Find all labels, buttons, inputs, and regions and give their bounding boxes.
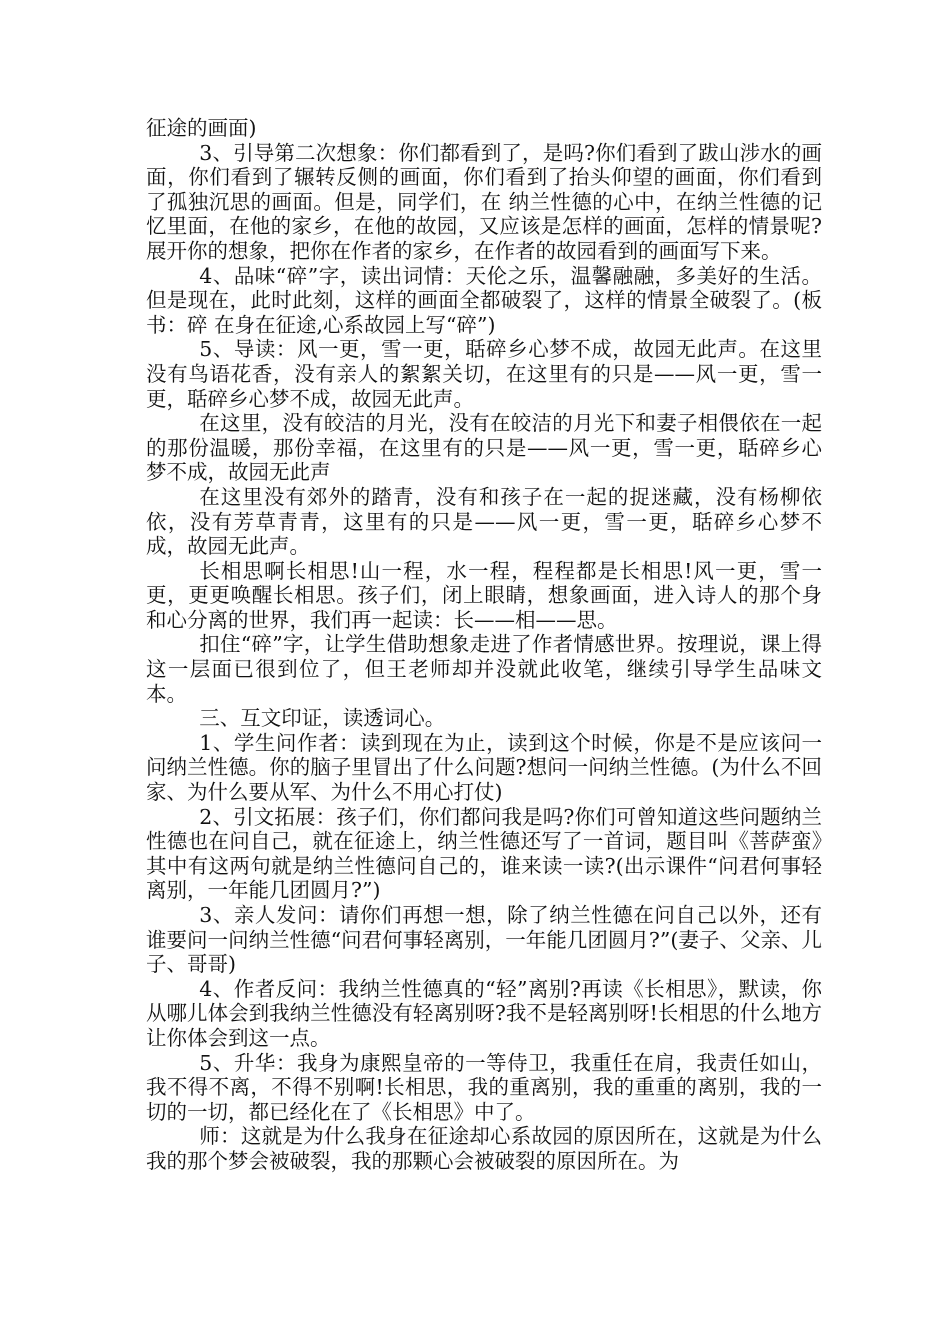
paragraph-1: 征途的画面) [146, 116, 257, 140]
document-body [146, 116, 822, 1174]
paragraph-5: 在这里，没有皎洁的月光，没有在皎洁的月光下和妻子相偎依在一起的那份温暖，那份幸福，在这里有的只是——风一更，雪一更，聒碎乡心梦不成，故园无此声 [146, 411, 822, 485]
paragraph-14: 5、升华：我身为康熙皇帝的一等侍卫，我重任在肩，我责任如山，我不得不离，不得不别啊!长相思，我的重离别，我的重重的离别，我的一切的一切，都已经化在了《长相思》中了。 [146, 1050, 822, 1124]
section-heading-3: 三、互文印证，读透词心。 [199, 706, 446, 731]
paragraph-7: 长相思啊长相思!山一程，水一程，程程都是长相思!风一更，雪一更，更更唤醒长相思。孩子们，闭上眼睛，想象画面，进入诗人的那个身和心分离的世界，我们再一起读：长——相——思。 [146, 558, 822, 632]
paragraph-12: 3、亲人发问：请你们再想一想，除了纳兰性德在问自己以外，还有谁要问一问纳兰性德“问君何事轻离别，一年能几团圆月?”(妻子、父亲、儿子、哥哥) [146, 903, 822, 977]
paragraph-4: 5、导读：风一更，雪一更，聒碎乡心梦不成，故园无此声。在这里没有鸟语花香，没有亲人的絮絮关切，在这里有的只是——风一更，雪一更，聒碎乡心梦不成，故园无此声。 [146, 337, 822, 411]
paragraph-15: 师：这就是为什么我身在征途却心系故园的原因所在，这就是为什么我的那个梦会被破裂，我的那颗心会被破裂的原因所在。为 [146, 1124, 822, 1173]
paragraph-13: 4、作者反问：我纳兰性德真的“轻”离别?再读《长相思》，默读，你从哪儿体会到我纳兰性德没有轻离别呀?我不是轻离别呀!长相思的什么地方让你体会到这一点。 [146, 976, 822, 1050]
paragraph-2: 3、引导第二次想象：你们都看到了，是吗?你们看到了跋山涉水的画面，你们看到了辗转反侧的画面，你们看到了抬头仰望的画面，你们看到了孤独沉思的画面。但是，同学们，在 纳兰性德的心中，在纳兰性德的记忆里面，在他的家乡，在他的故园，又应该是怎样的画面，怎样的情景呢?展开你的想象，把你在作者的家乡，在作者的故园看到的画面写下来。 [146, 140, 822, 263]
paragraph-6: 在这里没有郊外的踏青，没有和孩子在一起的捉迷藏，没有杨柳依依，没有芳草青青，这里有的只是——风一更，雪一更，聒碎乡心梦不成，故园无此声。 [146, 484, 822, 559]
paragraph-8: 扣住“碎”字，让学生借助想象走进了作者情感世界。按理说，课上得这一层面已很到位了，但王老师却并没就此收笔，继续引导学生品味文本。 [146, 632, 822, 706]
paragraph-11: 2、引文拓展：孩子们，你们都问我是吗?你们可曾知道这些问题纳兰性德也在问自己，就在征途上，纳兰性德还写了一首词，题目叫《菩萨蛮》其中有这两句就是纳兰性德问自己的，谁来读一读?(出示课件“问君何事轻离别，一年能几团圆月?”) [146, 804, 822, 903]
paragraph-3: 4、品味“碎”字，读出词情：天伦之乐，温馨融融，多美好的生活。但是现在，此时此刻，这样的画面全都破裂了，这样的情景全破裂了。(板书：碎 在身在征途,心系故园上写“碎”) [146, 263, 822, 337]
paragraph-10: 1、学生问作者：读到现在为止，读到这个时候，你是不是应该问一问纳兰性德。你的脑子里冒出了什么问题?想问一问纳兰性德。(为什么不回家、为什么要从军、为什么不用心打仗) [146, 730, 822, 805]
